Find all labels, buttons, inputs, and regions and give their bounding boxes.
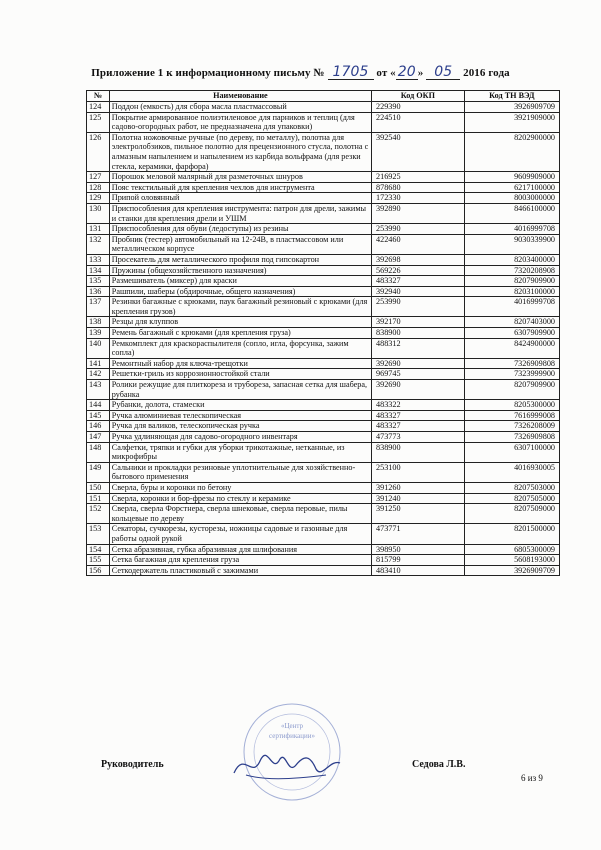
- table-row: [87, 504, 560, 524]
- row-tnved-code: 8201500000: [464, 524, 559, 544]
- col-header-tnved: Код ТН ВЭД: [464, 91, 559, 102]
- row-okp-code: 391240: [372, 493, 465, 504]
- row-number: 151: [87, 493, 110, 504]
- row-okp-code: 172330: [372, 193, 465, 204]
- row-okp-code: 483410: [372, 565, 465, 576]
- row-okp-code: 253990: [372, 297, 465, 317]
- row-okp-code: 224510: [372, 112, 465, 132]
- row-name: Сверла, сверла Форстнера, сверла шнековые, сверла перовые, пилы кольцевые по дереву: [109, 504, 371, 524]
- row-tnved-code: 8202900000: [464, 132, 559, 171]
- table-row: [87, 400, 560, 411]
- row-tnved-code: 6307909900: [464, 328, 559, 339]
- row-number: 128: [87, 182, 110, 193]
- table-row: [87, 254, 560, 265]
- row-number: 130: [87, 203, 110, 223]
- row-tnved-code: 8466100000: [464, 203, 559, 223]
- row-tnved-code: 8205300000: [464, 400, 559, 411]
- row-okp-code: 815799: [372, 555, 465, 566]
- row-name: Сеткодержатель пластиковый с зажимами: [109, 565, 371, 576]
- row-okp-code: 398950: [372, 544, 465, 555]
- date-day: 20: [397, 64, 416, 80]
- table-row: [87, 328, 560, 339]
- row-okp-code: 391260: [372, 482, 465, 493]
- row-tnved-code: 7323999900: [464, 369, 559, 380]
- row-okp-code: 392940: [372, 286, 465, 297]
- row-name: Ремкомплект для краскораспылителя (сопло, игла, форсунка, зажим сопла): [109, 338, 371, 358]
- row-name: Секаторы, сучкорезы, кусторезы, ножницы садовые и газонные для работы одной рукой: [109, 524, 371, 544]
- stamp-text-top: «Центр: [280, 722, 304, 730]
- row-okp-code: 391250: [372, 504, 465, 524]
- row-tnved-code: 8203400000: [464, 254, 559, 265]
- row-number: 148: [87, 442, 110, 462]
- row-okp-code: 483322: [372, 400, 465, 411]
- row-number: 150: [87, 482, 110, 493]
- table-row: [87, 182, 560, 193]
- row-name: Просекатель для металлического профиля под гипсокартон: [109, 254, 371, 265]
- row-number: 124: [87, 102, 110, 113]
- table-row: [87, 112, 560, 132]
- table-row: [87, 265, 560, 276]
- row-name: Ролики режущие для плиткореза и труборезa, запасная сетка для шабера, рубанка: [109, 380, 371, 400]
- row-okp-code: 392170: [372, 317, 465, 328]
- col-header-name: Наименование: [109, 91, 371, 102]
- row-okp-code: 392690: [372, 358, 465, 369]
- row-tnved-code: 5608193000: [464, 555, 559, 566]
- col-header-okp: Код ОКП: [372, 91, 465, 102]
- row-tnved-code: 6307100000: [464, 442, 559, 462]
- row-number: 133: [87, 254, 110, 265]
- row-okp-code: 838900: [372, 328, 465, 339]
- row-name: Приспособления для обуви (ледоступы) из резины: [109, 224, 371, 235]
- row-name: Решетки-гриль из коррозионностойкой стали: [109, 369, 371, 380]
- row-tnved-code: 6805300009: [464, 544, 559, 555]
- row-okp-code: 229390: [372, 102, 465, 113]
- row-number: 127: [87, 172, 110, 183]
- row-okp-code: 392540: [372, 132, 465, 171]
- page-number: 6 из 9: [521, 773, 543, 783]
- row-tnved-code: 7320208908: [464, 265, 559, 276]
- row-tnved-code: 7326208009: [464, 421, 559, 432]
- row-tnved-code: 9609909000: [464, 172, 559, 183]
- row-tnved-code: 7616999008: [464, 410, 559, 421]
- row-name: Рашпили, шаберы (обдирочные, общего назначения): [109, 286, 371, 297]
- row-tnved-code: 3926909709: [464, 102, 559, 113]
- table-row: [87, 421, 560, 432]
- table-row: [87, 132, 560, 171]
- row-number: 155: [87, 555, 110, 566]
- table-row: [87, 286, 560, 297]
- row-number: 136: [87, 286, 110, 297]
- row-tnved-code: 8203100000: [464, 286, 559, 297]
- table-body: [87, 102, 560, 576]
- row-tnved-code: 8207505000: [464, 493, 559, 504]
- row-okp-code: 483327: [372, 410, 465, 421]
- row-tnved-code: 4016930005: [464, 462, 559, 482]
- row-name: Рубанки, долота, стамески: [109, 400, 371, 411]
- row-okp-code: 392890: [372, 203, 465, 223]
- row-name: Сверла, буры и коронки по бетону: [109, 482, 371, 493]
- document-title: [0, 66, 601, 80]
- col-header-number: №: [87, 91, 110, 102]
- row-tnved-code: 6217100000: [464, 182, 559, 193]
- year-suffix: 2016 года: [463, 67, 510, 79]
- row-okp-code: 392698: [372, 254, 465, 265]
- table-row: [87, 544, 560, 555]
- row-okp-code: 473773: [372, 432, 465, 443]
- row-number: 129: [87, 193, 110, 204]
- row-number: 138: [87, 317, 110, 328]
- row-okp-code: 878680: [372, 182, 465, 193]
- row-number: 135: [87, 276, 110, 287]
- row-name: Ремень багажный с крюками (для крепления груза): [109, 328, 371, 339]
- row-number: 137: [87, 297, 110, 317]
- row-number: 142: [87, 369, 110, 380]
- row-number: 141: [87, 358, 110, 369]
- date-from: от «: [376, 67, 396, 79]
- row-number: 126: [87, 132, 110, 171]
- row-name: Пробник (тестер) автомобильный на 12-24В, в пластмассовом или металлическом корпусе: [109, 234, 371, 254]
- row-name: Резцы для клуппов: [109, 317, 371, 328]
- row-tnved-code: 7326909808: [464, 358, 559, 369]
- row-name: Сетка багажная для крепления груза: [109, 555, 371, 566]
- row-number: 147: [87, 432, 110, 443]
- table-row: [87, 524, 560, 544]
- row-okp-code: 569226: [372, 265, 465, 276]
- table-row: [87, 358, 560, 369]
- row-okp-code: 392690: [372, 380, 465, 400]
- row-name: Сетка абразивная, губка абразивная для шлифования: [109, 544, 371, 555]
- row-name: Пояс текстильный для крепления чехлов для инструмента: [109, 182, 371, 193]
- title-prefix: Приложение 1 к информационному письму №: [91, 67, 325, 79]
- table-row: [87, 276, 560, 287]
- row-okp-code: 216925: [372, 172, 465, 183]
- row-number: 132: [87, 234, 110, 254]
- row-number: 134: [87, 265, 110, 276]
- products-table: [86, 90, 560, 576]
- row-name: Ремонтный набор для ключа-трещотки: [109, 358, 371, 369]
- row-tnved-code: 4016999708: [464, 224, 559, 235]
- row-number: 153: [87, 524, 110, 544]
- row-okp-code: 253100: [372, 462, 465, 482]
- table-row: [87, 432, 560, 443]
- table-row: [87, 565, 560, 576]
- row-number: 125: [87, 112, 110, 132]
- row-okp-code: 838900: [372, 442, 465, 462]
- table-row: [87, 493, 560, 504]
- row-name: Сверла, коронки и бор-фрезы по стеклу и керамике: [109, 493, 371, 504]
- row-tnved-code: 7326909808: [464, 432, 559, 443]
- row-tnved-code: 4016999708: [464, 297, 559, 317]
- table-row: [87, 442, 560, 462]
- row-number: 146: [87, 421, 110, 432]
- table-row: [87, 317, 560, 328]
- row-number: 145: [87, 410, 110, 421]
- table-row: [87, 193, 560, 204]
- row-name: Порошок меловой малярный для разметочных шнуров: [109, 172, 371, 183]
- row-tnved-code: 9030339900: [464, 234, 559, 254]
- row-okp-code: 969745: [372, 369, 465, 380]
- row-name: Ручка алюминиевая телескопическая: [109, 410, 371, 421]
- row-number: 140: [87, 338, 110, 358]
- row-number: 156: [87, 565, 110, 576]
- row-name: Полотна ножовочные ручные (по дереву, по металлу), полотна для электролобзиков, пильное полотно для прецензионного стусла, полотна с алмазным напылением и напылением из карбида вольфрама (для резки стекла, керамики, фарфора): [109, 132, 371, 171]
- table-row: [87, 234, 560, 254]
- row-name: Ручка удлиняющая для садово-огородного инвентаря: [109, 432, 371, 443]
- row-name: Приспособления для крепления инструмента: патрон для дрели, зажимы и станки для крепления дрели и УШМ: [109, 203, 371, 223]
- table-row: [87, 102, 560, 113]
- row-name: Салфетки, тряпки и губки для уборки трикотажные, нетканные, из микрофибры: [109, 442, 371, 462]
- row-number: 149: [87, 462, 110, 482]
- row-tnved-code: 3926909709: [464, 565, 559, 576]
- row-okp-code: 422460: [372, 234, 465, 254]
- row-name: Пружины (общехозяйственного назначения): [109, 265, 371, 276]
- row-name: Размешиватель (миксер) для краски: [109, 276, 371, 287]
- row-okp-code: 473771: [372, 524, 465, 544]
- row-number: 143: [87, 380, 110, 400]
- stamp-text-mid: сертификации»: [269, 732, 315, 740]
- row-name: Припой оловянный: [109, 193, 371, 204]
- table-row: [87, 380, 560, 400]
- row-tnved-code: 8424900000: [464, 338, 559, 358]
- table-row: [87, 410, 560, 421]
- table-row: [87, 369, 560, 380]
- row-tnved-code: 3921909000: [464, 112, 559, 132]
- table-row: [87, 338, 560, 358]
- table-row: [87, 462, 560, 482]
- table-row: [87, 203, 560, 223]
- signature: [226, 745, 346, 785]
- row-tnved-code: 8003000000: [464, 193, 559, 204]
- row-number: 152: [87, 504, 110, 524]
- row-name: Ручка для валиков, телескопическая ручка: [109, 421, 371, 432]
- row-number: 154: [87, 544, 110, 555]
- footer-role: Руководитель: [101, 759, 164, 770]
- row-okp-code: 253990: [372, 224, 465, 235]
- row-name: Сальники и прокладки резиновые уплотнительные для хозяйственно-бытового применения: [109, 462, 371, 482]
- row-okp-code: 483327: [372, 276, 465, 287]
- table-row: [87, 555, 560, 566]
- table-row: [87, 224, 560, 235]
- row-tnved-code: 8207503000: [464, 482, 559, 493]
- row-okp-code: 483327: [372, 421, 465, 432]
- date-month: 05: [426, 66, 460, 80]
- row-name: Резинки багажные с крюками, паук багажный резиновый с крюками (для крепления грузов): [109, 297, 371, 317]
- row-tnved-code: 8207509000: [464, 504, 559, 524]
- row-name: Покрытие армированное полиэтиленовое для парников и теплиц (для садово-огородных работ, не предназначена для упаковки): [109, 112, 371, 132]
- row-tnved-code: 8207909900: [464, 276, 559, 287]
- row-okp-code: 488312: [372, 338, 465, 358]
- table-row: [87, 482, 560, 493]
- row-tnved-code: 8207909900: [464, 380, 559, 400]
- row-number: 144: [87, 400, 110, 411]
- table-header-row: [87, 91, 560, 102]
- row-name: Поддон (емкость) для сбора масла пластмассовый: [109, 102, 371, 113]
- letter-number: 1705: [328, 66, 374, 80]
- table-row: [87, 297, 560, 317]
- row-tnved-code: 8207403000: [464, 317, 559, 328]
- table-row: [87, 172, 560, 183]
- row-number: 139: [87, 328, 110, 339]
- date-mid: »: [417, 67, 424, 79]
- row-number: 131: [87, 224, 110, 235]
- footer-person: Седова Л.В.: [412, 759, 466, 770]
